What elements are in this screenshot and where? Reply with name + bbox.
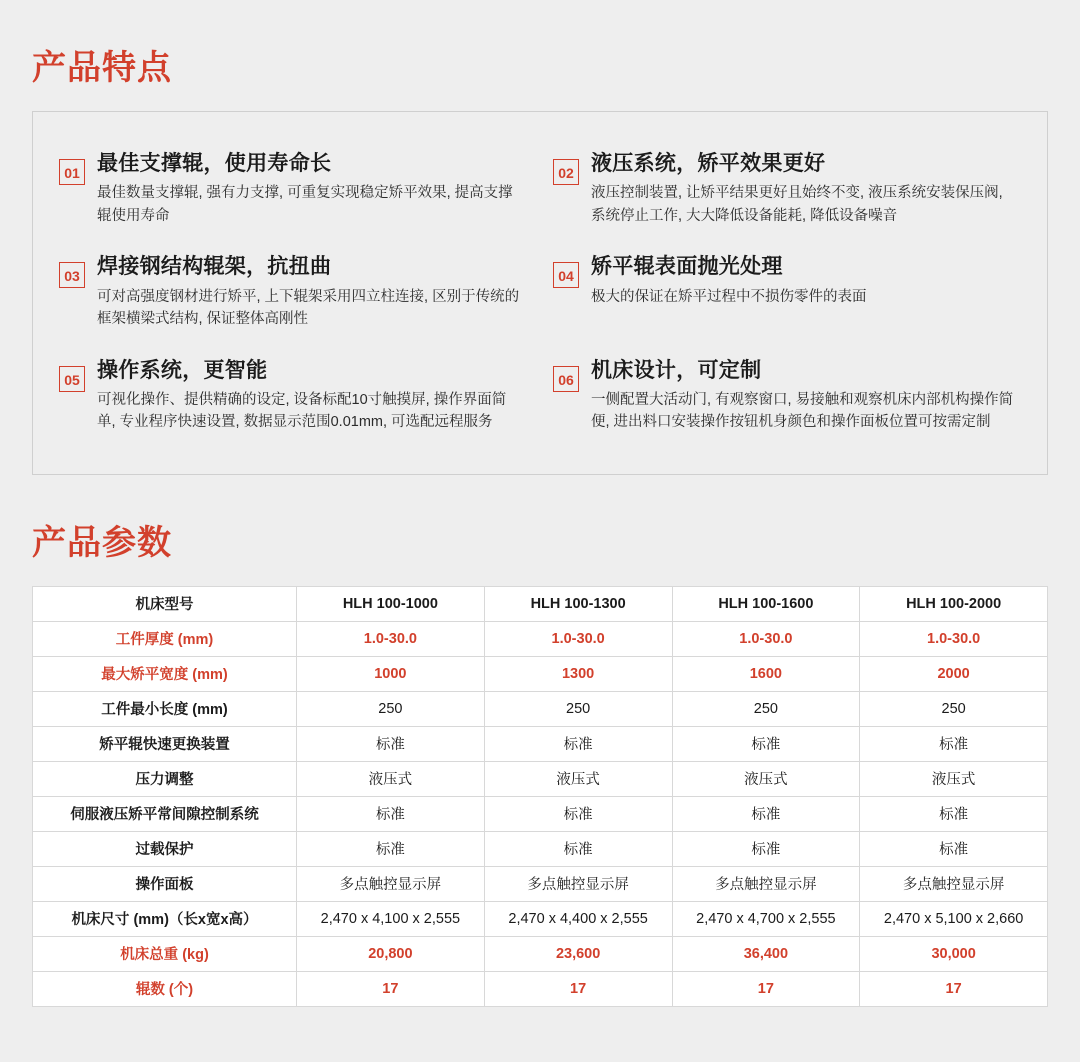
table-row [33,866,1048,901]
table-row [33,936,1048,971]
row-value: 多点触控显示屏 [860,866,1048,901]
row-value: 23,600 [484,936,672,971]
row-value: 250 [297,691,485,726]
table-row [33,971,1048,1006]
row-value: 标准 [297,726,485,761]
row-label: 操作面板 [33,866,297,901]
feature-number-badge: 06 [553,366,579,392]
row-value: 标准 [672,831,860,866]
feature-item [55,345,527,448]
row-value: HLH 100-1600 [672,586,860,621]
row-label: 矫平辊快速更换装置 [33,726,297,761]
row-value: 250 [672,691,860,726]
row-value: 17 [297,971,485,1006]
row-value: 250 [860,691,1048,726]
table-row [33,621,1048,656]
row-label: 机床型号 [33,586,297,621]
row-value: 2,470 x 4,400 x 2,555 [484,901,672,936]
row-value: 液压式 [297,761,485,796]
row-label: 伺服液压矫平常间隙控制系统 [33,796,297,831]
feature-title: 液压系统，矫平效果更好 [591,152,826,175]
feature-title: 操作系统，更智能 [97,358,268,382]
table-row [33,656,1048,691]
row-value: 2,470 x 4,700 x 2,555 [672,901,860,936]
row-value: 36,400 [672,936,860,971]
row-value: HLH 100-2000 [860,586,1048,621]
feature-description: 极大的保证在矫平过程中不损伤零件的表面 [591,288,867,305]
row-value: 液压式 [860,761,1048,796]
row-label: 工件厚度 (mm) [33,621,297,656]
feature-item [55,138,527,241]
feature-content [591,150,1017,227]
feature-number-badge: 01 [59,159,85,185]
row-value: 1000 [297,656,485,691]
row-value: 标准 [297,831,485,866]
row-value: 标准 [672,796,860,831]
row-label: 压力调整 [33,761,297,796]
feature-number-badge: 04 [553,262,579,288]
table-row [33,831,1048,866]
feature-content [97,150,523,227]
row-value: 2,470 x 5,100 x 2,660 [860,901,1048,936]
row-value: 2000 [860,656,1048,691]
feature-content [97,253,523,330]
feature-title: 最佳支撑辊，使用寿命长 [97,152,332,175]
row-value: 17 [860,971,1048,1006]
features-section-title: 产品特点 [32,49,172,87]
row-value: 标准 [860,831,1048,866]
feature-number-badge: 03 [59,262,85,288]
row-value: 1300 [484,656,672,691]
row-label: 机床尺寸 (mm)（长x宽x高） [33,901,297,936]
row-value: 标准 [484,796,672,831]
row-value: 1.0-30.0 [484,621,672,656]
row-value: 液压式 [672,761,860,796]
row-value: 1.0-30.0 [860,621,1048,656]
row-value: 1.0-30.0 [672,621,860,656]
row-value: 多点触控显示屏 [672,866,860,901]
row-value: 20,800 [297,936,485,971]
feature-title: 机床设计，可定制 [591,358,762,382]
row-value: 多点触控显示屏 [297,866,485,901]
row-label: 机床总重 (kg) [33,936,297,971]
table-row [33,726,1048,761]
row-value: 2,470 x 4,100 x 2,555 [297,901,485,936]
row-value: 250 [484,691,672,726]
feature-description: 一侧配置大活动门, 有观察窗口, 易接触和观察机床内部机构操作简便, 进出料口安装操作按钮机身颜色和操作面板位置可按需定制 [591,391,1014,431]
row-label: 过载保护 [33,831,297,866]
feature-number-badge: 02 [553,159,579,185]
features-grid [55,138,1021,448]
row-value: 标准 [484,726,672,761]
feature-item [549,138,1021,241]
row-value: 标准 [672,726,860,761]
page-bottom-spacer [32,1007,1048,1015]
row-value: 标准 [484,831,672,866]
table-row [33,901,1048,936]
specifications-table-body [33,586,1048,1006]
row-value: 标准 [860,796,1048,831]
feature-item [549,241,1021,344]
row-value: 多点触控显示屏 [484,866,672,901]
row-label: 辊数 (个) [33,971,297,1006]
table-row [33,691,1048,726]
row-value: 标准 [860,726,1048,761]
feature-title: 焊接钢结构辊架，抗扭曲 [97,255,332,279]
specifications-table [32,586,1048,1007]
row-value: 1.0-30.0 [297,621,485,656]
row-label: 工件最小长度 (mm) [33,691,297,726]
params-section-title: 产品参数 [32,523,172,562]
row-value: 1600 [672,656,860,691]
feature-description: 可对高强度钢材进行矫平, 上下辊架采用四立柱连接, 区别于传统的框架横梁式结构, 保证整体高刚性 [97,288,520,328]
feature-content [591,253,1017,308]
row-value: 30,000 [860,936,1048,971]
row-value: 17 [672,971,860,1006]
row-value: HLH 100-1000 [297,586,485,621]
feature-description: 可视化操作、提供精确的设定, 设备标配10寸触摸屏, 操作界面简单, 专业程序快速设置, 数据显示范围0.01mm, 可选配远程服务 [97,391,507,431]
row-value: 标准 [297,796,485,831]
feature-number-badge: 05 [59,366,85,392]
table-row [33,761,1048,796]
row-label: 最大矫平宽度 (mm) [33,656,297,691]
features-panel [32,111,1048,475]
feature-content [97,357,523,434]
table-row [33,586,1048,621]
feature-content [591,357,1017,434]
row-value: HLH 100-1300 [484,586,672,621]
feature-item [55,241,527,344]
feature-description: 最佳数量支撑辊, 强有力支撑, 可重复实现稳定矫平效果, 提高支撑辊使用寿命 [97,185,513,224]
table-row [33,796,1048,831]
feature-item [549,345,1021,448]
feature-description: 液压控制装置, 让矫平结果更好且始终不变, 液压系统安装保压阀, 系统停止工作, 大大降低设备能耗, 降低设备噪音 [591,185,1003,224]
row-value: 液压式 [484,761,672,796]
row-value: 17 [484,971,672,1006]
feature-title: 矫平辊表面抛光处理 [591,255,783,279]
